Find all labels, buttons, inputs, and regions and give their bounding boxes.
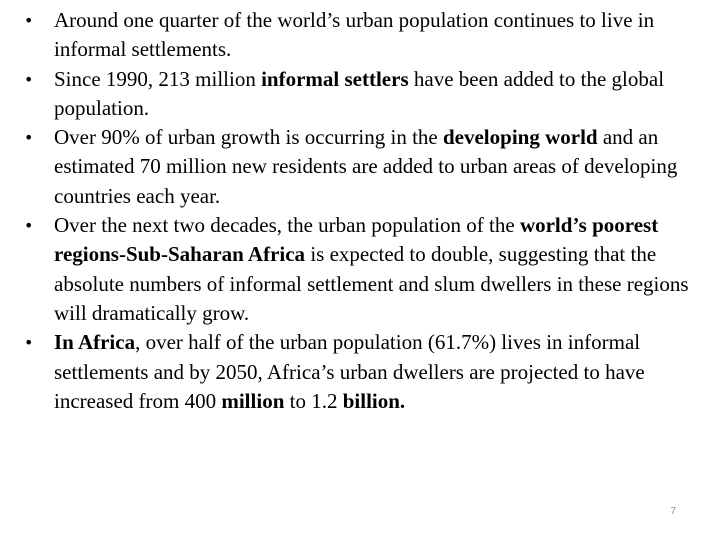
bullet-marker-icon: • bbox=[24, 11, 34, 30]
text-run: to 1.2 bbox=[284, 388, 343, 413]
bullet-marker-icon: • bbox=[24, 216, 34, 236]
page-number: 7 bbox=[670, 506, 676, 517]
bold-text-run: In Africa bbox=[54, 330, 136, 355]
bullet-item bbox=[24, 123, 700, 211]
bullet-marker-icon: • bbox=[24, 128, 34, 148]
text-run: and an estimated 70 million new residents are added to urban areas of developing countries each year. bbox=[54, 125, 678, 208]
text-run: Over 90% of urban growth is occurring in the bbox=[54, 125, 443, 150]
text-run: Since 1990, 213 million bbox=[54, 66, 262, 91]
bullet-text bbox=[54, 8, 654, 61]
text-run: have been added to the global population. bbox=[54, 66, 665, 120]
bullet-marker-icon: • bbox=[24, 333, 34, 353]
text-run: is expected to double, suggesting that the absolute numbers of informal settlement and slum dwellers in these regions will dramatically grow. bbox=[54, 242, 689, 325]
bullet-item bbox=[24, 211, 700, 328]
text-run: , over half of the urban population (61.7%) lives in informal settlements and by 2050, Africa’s urban dwellers are projected to have increased from 400 bbox=[54, 330, 645, 413]
bullet-text bbox=[54, 330, 645, 413]
bold-text-run: developing world bbox=[442, 125, 598, 150]
bullet-list bbox=[24, 6, 700, 416]
text-run: Over the next two decades, the urban population of the bbox=[54, 213, 520, 238]
bullet-item bbox=[24, 65, 700, 124]
bullet-text bbox=[54, 125, 677, 208]
bullet-text bbox=[54, 67, 664, 120]
bold-text-run: informal settlers bbox=[261, 66, 409, 91]
bullet-marker-icon: • bbox=[24, 69, 34, 89]
bullet-item bbox=[24, 328, 700, 416]
text-run: Around one quarter of the world’s urban population continues to live in informal settlements. bbox=[54, 8, 655, 62]
bullet-item bbox=[24, 6, 700, 65]
bold-text-run: world’s poorest regions-Sub-Saharan Africa bbox=[54, 213, 659, 267]
bold-text-run: billion. bbox=[342, 388, 406, 413]
bullet-text bbox=[54, 213, 689, 325]
bold-text-run: million bbox=[221, 388, 285, 413]
